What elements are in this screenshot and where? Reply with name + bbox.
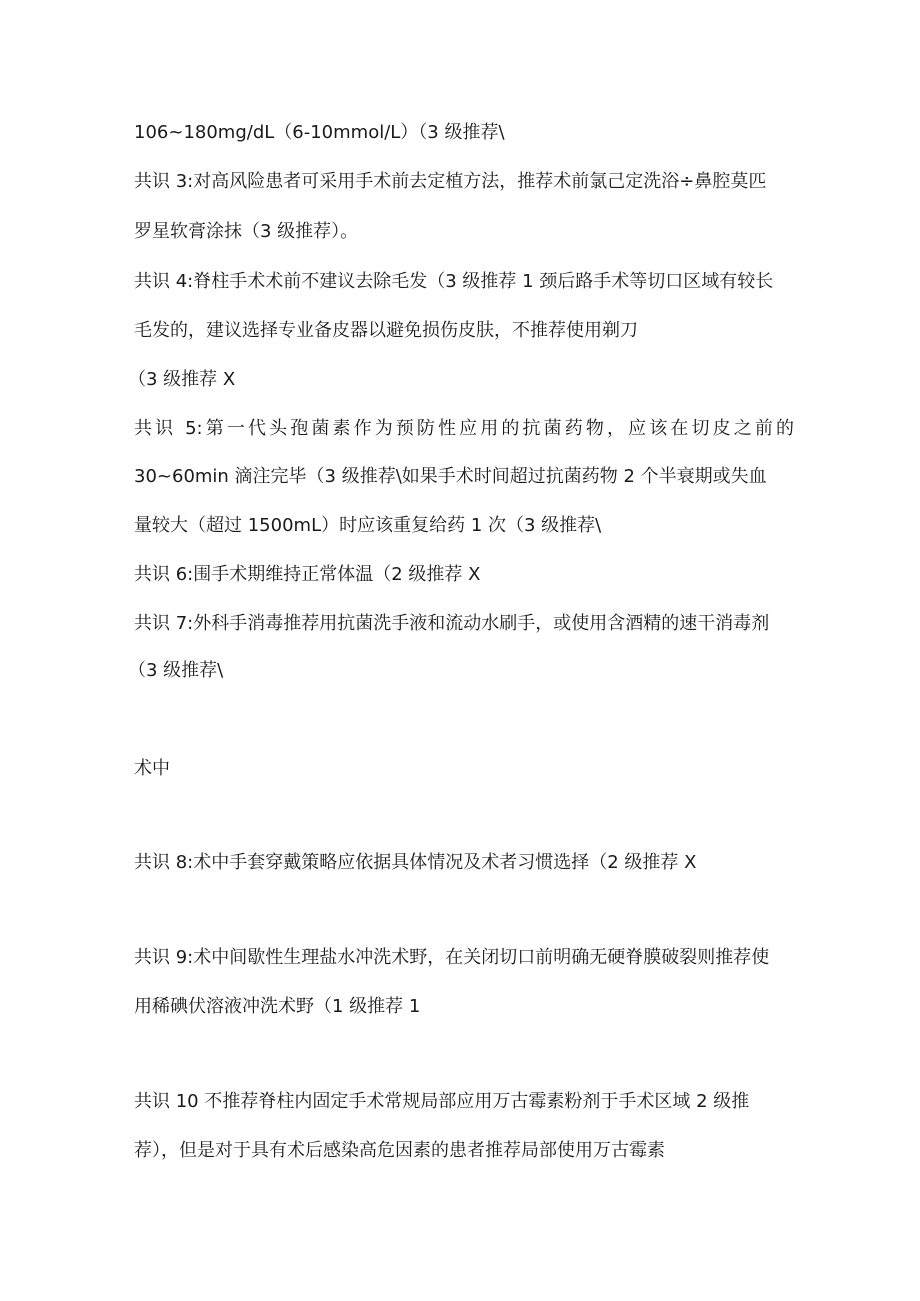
text-line: 用稀碘伏溶液冲洗术野（1 级推荐 1	[134, 996, 421, 1017]
text-line: 量较大（超过 1500mL）时应该重复给药 1 次（3 级推荐\	[134, 515, 602, 536]
text-line: 共识 9:术中间歇性生理盐水冲洗术野，在关闭切口前明确无硬脊膜破裂则推荐使	[134, 947, 770, 968]
text-line: 荐），但是对于具有术后感染高危因素的患者推荐局部使用万古霉素	[134, 1140, 665, 1161]
text-line: 共识 6:围手术期维持正常体温（2 级推荐 X	[134, 564, 481, 585]
section-heading: 术中	[134, 758, 170, 779]
text-line: 共识 10 不推荐脊柱内固定手术常规局部应用万古霉素粉剂于手术区域 2 级推	[134, 1091, 750, 1112]
text-line: 共识 5:第一代头孢菌素作为预防性应用的抗菌药物，应该在切皮之前的	[134, 418, 794, 439]
text-line: 106~180mg/dL（6-10mmol/L）（3 级推荐\	[134, 122, 505, 143]
text-line: 30~60min 滴注完毕（3 级推荐\如果手术时间超过抗菌药物 2 个半衰期或失血	[134, 466, 767, 487]
text-line: 毛发的，建议选择专业备皮器以避免损伤皮肤，不推荐使用剃刀	[134, 320, 638, 341]
text-line: （3 级推荐\	[128, 660, 224, 681]
text-line: 共识 7:外科手消毒推荐用抗菌洗手液和流动水刷手，或使用含酒精的速干消毒剂	[134, 613, 770, 634]
text-line: 共识 4:脊柱手术术前不建议去除毛发（3 级推荐 1 颈后路手术等切口区域有较长	[134, 271, 774, 292]
text-line: 罗星软膏涂抹（3 级推荐）。	[134, 221, 359, 242]
text-line: 共识 3:对高风险患者可采用手术前去定植方法，推荐术前氯己定洗浴÷鼻腔莫匹	[134, 171, 767, 192]
text-line: 共识 8:术中手套穿戴策略应依据具体情况及术者习惯选择（2 级推荐 X	[134, 852, 697, 873]
text-line: （3 级推荐 X	[128, 369, 236, 390]
